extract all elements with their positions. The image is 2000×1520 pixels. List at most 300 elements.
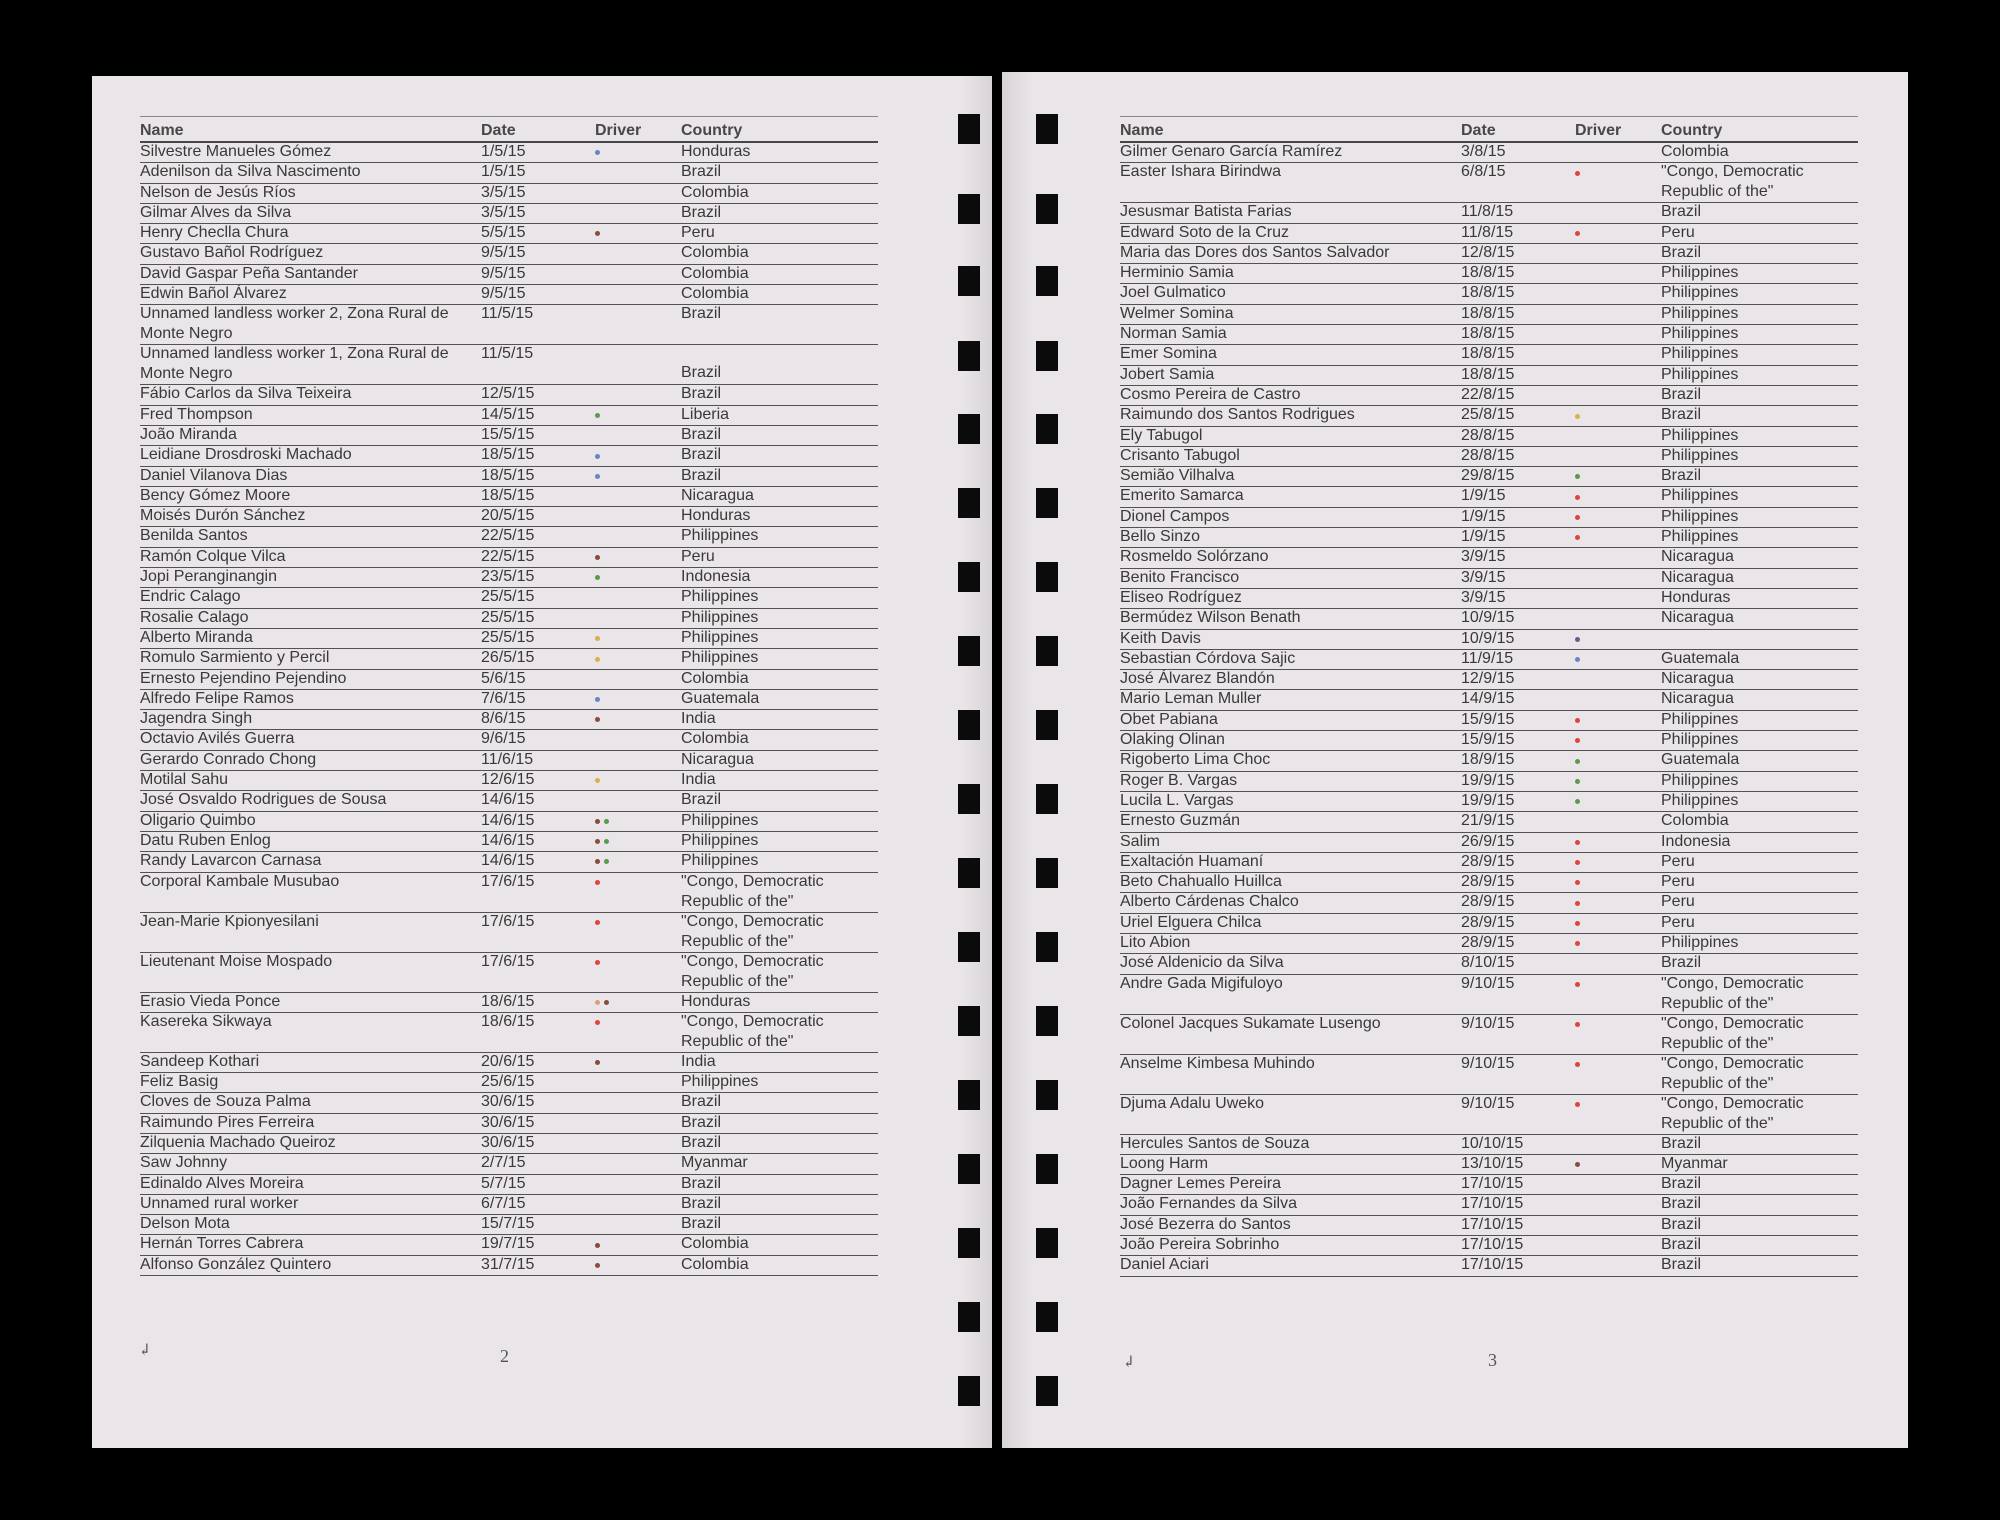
left-page <box>92 76 992 1448</box>
name-cell: João Pereira Sobrinho <box>1120 1236 1280 1254</box>
red-driver-dot-icon <box>1575 1022 1580 1027</box>
name-cell: Silvestre Manueles Gómez <box>140 143 332 160</box>
name-cell: Welmer Somina <box>1120 304 1234 322</box>
date-cell: 11/6/15 <box>481 750 534 768</box>
name-cell: Colonel Jacques Sukamate Lusengo <box>1120 1014 1381 1032</box>
country-cell: Nicaragua <box>1661 690 1734 708</box>
name-cell: José Osvaldo Rodrigues de Sousa <box>140 791 387 809</box>
table-row <box>140 1073 878 1093</box>
name-cell: Endric Calago <box>140 588 241 606</box>
name-cell: Oligario Quimbo <box>140 811 256 829</box>
table-row <box>140 913 878 953</box>
country-cell: Brazil <box>1661 1215 1702 1233</box>
table-row <box>140 446 878 466</box>
country-cell: Colombia <box>681 183 749 201</box>
country-cell: Honduras <box>1661 588 1731 606</box>
page-corner-mark: ↲ <box>1122 1352 1136 1371</box>
table-row <box>140 487 878 507</box>
date-cell: 8/10/15 <box>1461 954 1515 972</box>
red-driver-dot-icon <box>1575 718 1580 723</box>
date-cell: 9/6/15 <box>481 730 526 748</box>
table-row <box>140 184 878 204</box>
driver-cell <box>595 406 604 426</box>
date-cell: 17/6/15 <box>481 952 535 970</box>
date-cell: 11/5/15 <box>481 305 534 323</box>
header-date: Date <box>481 122 516 139</box>
table-row <box>1120 873 1858 893</box>
date-cell: 12/8/15 <box>1461 243 1515 261</box>
table-row <box>1120 893 1858 913</box>
table-row <box>1120 630 1858 650</box>
table-row <box>1120 975 1858 1015</box>
country-cell: Philippines <box>681 628 759 646</box>
driver-cell <box>595 1235 604 1255</box>
red-driver-dot-icon <box>1575 901 1580 906</box>
driver-cell <box>1575 1095 1584 1115</box>
country-cell: Myanmar <box>1661 1154 1728 1172</box>
driver-cell <box>595 224 604 244</box>
date-cell: 26/9/15 <box>1461 832 1515 850</box>
country-cell: Guatemala <box>681 689 760 707</box>
date-cell: 13/10/15 <box>1461 1154 1524 1172</box>
table-row <box>140 993 878 1013</box>
date-cell: 14/9/15 <box>1461 690 1515 708</box>
date-cell: 1/9/15 <box>1461 528 1506 546</box>
blue-driver-dot-icon <box>595 454 600 459</box>
table-row <box>140 1053 878 1073</box>
name-cell: Jopi Peranginangin <box>140 568 277 586</box>
table-row <box>140 751 878 771</box>
country-cell: Brazil <box>681 1194 722 1212</box>
country-cell: Philippines <box>1661 304 1739 322</box>
green-driver-dot-icon <box>1575 474 1580 479</box>
date-cell: 11/8/15 <box>1461 223 1514 241</box>
country-cell: Philippines <box>1661 487 1739 505</box>
header-name: Name <box>1120 122 1164 139</box>
country-cell: Brazil <box>681 305 722 323</box>
table-row <box>1120 792 1858 812</box>
red-driver-dot-icon <box>1575 231 1580 236</box>
date-cell: 18/8/15 <box>1461 365 1515 383</box>
date-cell: 3/5/15 <box>481 183 526 201</box>
red-driver-dot-icon <box>595 920 600 925</box>
country-cell: Philippines <box>1661 365 1739 383</box>
red-driver-dot-icon <box>1575 1062 1580 1067</box>
driver-cell <box>1575 630 1584 650</box>
date-cell: 15/9/15 <box>1461 710 1515 728</box>
country-cell: Philippines <box>681 831 759 849</box>
country-cell: Brazil <box>681 1215 722 1233</box>
country-cell: India <box>681 1052 716 1070</box>
country-cell: Philippines <box>1661 710 1739 728</box>
table-row <box>1120 366 1858 386</box>
table-row <box>1120 1175 1858 1195</box>
name-cell: Ernesto Guzmán <box>1120 812 1241 830</box>
date-cell: 22/5/15 <box>481 547 535 565</box>
table-row <box>140 710 878 730</box>
country-cell: "Congo, Democratic Republic of the" <box>1661 1054 1804 1092</box>
driver-cell <box>1575 792 1584 812</box>
date-cell: 25/8/15 <box>1461 406 1515 424</box>
name-cell: Sandeep Kothari <box>140 1052 260 1070</box>
country-cell: Brazil <box>1661 1175 1702 1193</box>
country-cell: Nicaragua <box>681 750 754 768</box>
country-cell: Brazil <box>1661 1195 1702 1213</box>
orange-driver-dot-icon <box>595 1000 600 1005</box>
yellow-driver-dot-icon <box>595 778 600 783</box>
table-row <box>140 548 878 568</box>
driver-cell <box>1575 487 1584 507</box>
date-cell: 22/5/15 <box>481 527 535 545</box>
name-cell: Raimundo dos Santos Rodrigues <box>1120 406 1355 424</box>
country-cell: Brazil <box>1661 954 1702 972</box>
date-cell: 14/6/15 <box>481 831 535 849</box>
driver-cell <box>1575 163 1584 183</box>
red-driver-dot-icon <box>1575 738 1580 743</box>
table-row <box>1120 690 1858 710</box>
country-cell: Philippines <box>1661 325 1739 343</box>
date-cell: 18/9/15 <box>1461 751 1515 769</box>
country-cell: Philippines <box>681 649 759 667</box>
name-cell: Gilmar Alves da Silva <box>140 203 292 221</box>
country-cell: Brazil <box>1661 1236 1702 1254</box>
name-cell: Rigoberto Lima Choc <box>1120 751 1271 769</box>
date-cell: 20/6/15 <box>481 1052 535 1070</box>
name-cell: Zilquenia Machado Queiroz <box>140 1133 336 1151</box>
country-cell: Brazil <box>1661 467 1702 485</box>
date-cell: 22/8/15 <box>1461 385 1515 403</box>
driver-cell <box>1575 914 1584 934</box>
name-cell: Gerardo Conrado Chong <box>140 750 317 768</box>
table-row <box>140 507 878 527</box>
table-row <box>1120 163 1858 203</box>
driver-cell <box>1575 893 1584 913</box>
header-name: Name <box>140 122 184 139</box>
country-cell: Philippines <box>681 1073 759 1091</box>
table-row <box>1120 1015 1858 1055</box>
brown-driver-dot-icon <box>595 1243 600 1248</box>
date-cell: 30/6/15 <box>481 1133 535 1151</box>
date-cell: 15/9/15 <box>1461 731 1515 749</box>
driver-cell <box>1575 1155 1584 1175</box>
table-row <box>140 649 878 669</box>
country-cell: Colombia <box>1661 812 1729 830</box>
table-row <box>140 163 878 183</box>
country-cell: Brazil <box>681 446 722 464</box>
date-cell: 10/9/15 <box>1461 609 1515 627</box>
country-cell: Colombia <box>681 669 749 687</box>
table-row <box>1120 711 1858 731</box>
name-cell: Dionel Campos <box>1120 507 1230 525</box>
name-cell: Olaking Olinan <box>1120 731 1225 749</box>
green-driver-dot-icon <box>1575 779 1580 784</box>
name-cell: Octavio Avilés Guerra <box>140 730 295 748</box>
driver-cell <box>595 649 604 669</box>
name-cell: Herminio Samia <box>1120 264 1234 282</box>
date-cell: 28/8/15 <box>1461 446 1515 464</box>
table-row <box>1120 914 1858 934</box>
name-cell: Bency Gómez Moore <box>140 486 291 504</box>
date-cell: 14/6/15 <box>481 852 535 870</box>
driver-cell <box>595 953 604 973</box>
table-row <box>140 265 878 285</box>
country-cell: Guatemala <box>1661 751 1740 769</box>
table-row <box>1120 833 1858 853</box>
gutter-shadow <box>962 76 992 1448</box>
table-row <box>140 1235 878 1255</box>
green-driver-dot-icon <box>595 413 600 418</box>
country-cell: Brazil <box>681 1113 722 1131</box>
date-cell: 25/5/15 <box>481 628 535 646</box>
blue-driver-dot-icon <box>595 474 600 479</box>
table-row <box>1120 1095 1858 1135</box>
name-cell: Eliseo Rodríguez <box>1120 588 1242 606</box>
country-cell: Philippines <box>681 527 759 545</box>
country-cell: Peru <box>1661 852 1695 870</box>
date-cell: 28/9/15 <box>1461 873 1515 891</box>
date-cell: 28/9/15 <box>1461 933 1515 951</box>
name-cell: Fred Thompson <box>140 405 253 423</box>
date-cell: 9/5/15 <box>481 244 526 262</box>
country-cell: Philippines <box>681 588 759 606</box>
name-cell: Edinaldo Alves Moreira <box>140 1174 304 1192</box>
name-cell: Hercules Santos de Souza <box>1120 1134 1310 1152</box>
name-cell: Rosmeldo Solórzano <box>1120 548 1269 566</box>
date-cell: 6/8/15 <box>1461 163 1506 181</box>
date-cell: 5/6/15 <box>481 669 526 687</box>
driver-cell <box>1575 833 1584 853</box>
country-cell: Honduras <box>681 507 751 525</box>
name-cell: Jean-Marie Kpionyesilani <box>140 912 319 930</box>
name-cell: Feliz Basig <box>140 1073 219 1091</box>
name-cell: José Bezerra do Santos <box>1120 1215 1291 1233</box>
brown-driver-dot-icon <box>1575 1162 1580 1167</box>
country-cell: Brazil <box>681 466 722 484</box>
brown-driver-dot-icon <box>595 231 600 236</box>
country-cell: India <box>681 771 716 789</box>
table-row <box>1120 386 1858 406</box>
country-cell: Nicaragua <box>1661 670 1734 688</box>
country-cell: Peru <box>1661 893 1695 911</box>
date-cell: 17/10/15 <box>1461 1236 1524 1254</box>
table-row <box>140 224 878 244</box>
header-date: Date <box>1461 122 1496 139</box>
date-cell: 17/10/15 <box>1461 1256 1524 1274</box>
name-cell: Lucila L. Vargas <box>1120 791 1234 809</box>
table-row <box>140 204 878 224</box>
driver-cell <box>595 1013 604 1033</box>
red-driver-dot-icon <box>1575 941 1580 946</box>
table-header <box>140 116 878 143</box>
date-cell: 11/5/15 <box>481 345 534 363</box>
table-row <box>1120 1236 1858 1256</box>
date-cell: 12/9/15 <box>1461 670 1515 688</box>
red-driver-dot-icon <box>1575 921 1580 926</box>
table-row <box>140 568 878 588</box>
name-cell: Benito Francisco <box>1120 568 1240 586</box>
country-cell: "Congo, Democratic Republic of the" <box>681 1012 824 1050</box>
name-cell: Randy Lavarcon Carnasa <box>140 852 322 870</box>
page-number: 2 <box>500 1346 509 1366</box>
table-row <box>1120 345 1858 365</box>
name-cell: João Fernandes da Silva <box>1120 1195 1297 1213</box>
name-cell: Beto Chahuallo Huillca <box>1120 873 1282 891</box>
name-cell: Adenilson da Silva Nascimento <box>140 163 361 181</box>
name-cell: Unnamed rural worker <box>140 1194 299 1212</box>
country-cell: Peru <box>681 224 715 242</box>
country-cell: Brazil <box>1661 385 1702 403</box>
name-cell: Henry Checlla Chura <box>140 224 289 242</box>
date-cell: 18/8/15 <box>1461 284 1515 302</box>
date-cell: 9/10/15 <box>1461 1054 1515 1072</box>
table-row <box>140 730 878 750</box>
table-row <box>1120 731 1858 751</box>
name-cell: Cloves de Souza Palma <box>140 1093 311 1111</box>
driver-cell <box>595 710 604 730</box>
driver-cell <box>1575 406 1584 426</box>
date-cell: 20/5/15 <box>481 507 535 525</box>
country-cell: "Congo, Democratic Republic of the" <box>1661 974 1804 1012</box>
yellow-driver-dot-icon <box>595 636 600 641</box>
name-cell: Alberto Miranda <box>140 628 253 646</box>
date-cell: 11/8/15 <box>1461 203 1514 221</box>
name-cell: David Gaspar Peña Santander <box>140 264 358 282</box>
driver-cell <box>1575 650 1584 670</box>
name-cell: Fábio Carlos da Silva Teixeira <box>140 385 352 403</box>
name-cell: Maria das Dores dos Santos Salvador <box>1120 243 1390 261</box>
table-row <box>1120 427 1858 447</box>
date-cell: 1/9/15 <box>1461 507 1506 525</box>
country-cell: India <box>681 710 716 728</box>
red-driver-dot-icon <box>595 1020 600 1025</box>
date-cell: 17/6/15 <box>481 912 535 930</box>
header-driver: Driver <box>1575 122 1622 139</box>
name-cell: Hernán Torres Cabrera <box>140 1235 304 1253</box>
country-cell: Guatemala <box>1661 649 1740 667</box>
table-row <box>140 406 878 426</box>
green-driver-dot-icon <box>1575 799 1580 804</box>
driver-cell <box>595 1256 604 1276</box>
table-row <box>1120 224 1858 244</box>
date-cell: 31/7/15 <box>481 1255 535 1273</box>
country-cell: Honduras <box>681 143 751 160</box>
driver-cell <box>1575 975 1584 995</box>
table-row <box>140 143 878 163</box>
driver-cell <box>595 629 604 649</box>
date-cell: 5/5/15 <box>481 224 526 242</box>
name-cell: Alberto Cárdenas Chalco <box>1120 893 1299 911</box>
country-cell: "Congo, Democratic Republic of the" <box>681 912 824 950</box>
red-driver-dot-icon <box>1575 840 1580 845</box>
name-cell: José Álvarez Blandón <box>1120 670 1275 688</box>
name-cell: Lieutenant Moise Mospado <box>140 952 333 970</box>
name-cell: Motilal Sahu <box>140 771 229 789</box>
country-cell: Philippines <box>1661 507 1739 525</box>
table-row <box>1120 650 1858 670</box>
driver-cell <box>595 143 604 163</box>
driver-cell <box>1575 853 1584 873</box>
country-cell: Brazil <box>681 203 722 221</box>
name-cell: Jobert Samia <box>1120 365 1215 383</box>
country-cell: "Congo, Democratic Republic of the" <box>681 952 824 990</box>
date-cell: 3/9/15 <box>1461 588 1506 606</box>
table-row <box>1120 528 1858 548</box>
blue-driver-dot-icon <box>595 697 600 702</box>
table-row <box>1120 305 1858 325</box>
name-cell: Romulo Sarmiento y Percil <box>140 649 330 667</box>
table-row <box>1120 751 1858 771</box>
date-cell: 11/9/15 <box>1461 649 1514 667</box>
table-row <box>140 1013 878 1053</box>
date-cell: 9/10/15 <box>1461 1014 1515 1032</box>
name-cell: Unnamed landless worker 1, Zona Rural de Monte Negro <box>140 345 449 383</box>
name-cell: Uriel Elguera Chilca <box>1120 913 1262 931</box>
country-cell: Colombia <box>681 285 749 303</box>
country-cell: Honduras <box>681 992 751 1010</box>
table-row <box>1120 325 1858 345</box>
date-cell: 25/5/15 <box>481 608 535 626</box>
driver-cell <box>1575 934 1584 954</box>
date-cell: 18/6/15 <box>481 992 535 1010</box>
table-row <box>1120 284 1858 304</box>
name-cell: Edward Soto de la Cruz <box>1120 223 1289 241</box>
date-cell: 9/10/15 <box>1461 974 1515 992</box>
brown-driver-dot-icon <box>595 555 600 560</box>
records-table <box>1120 116 1858 1277</box>
name-cell: Nelson de Jesús Ríos <box>140 183 296 201</box>
date-cell: 28/9/15 <box>1461 913 1515 931</box>
brown-driver-dot-icon <box>595 839 600 844</box>
date-cell: 18/8/15 <box>1461 345 1515 363</box>
table-row <box>1120 569 1858 589</box>
name-cell: Cosmo Pereira de Castro <box>1120 385 1301 403</box>
brown-driver-dot-icon <box>595 717 600 722</box>
table-row <box>140 285 878 305</box>
date-cell: 1/5/15 <box>481 163 526 181</box>
driver-cell <box>595 873 604 893</box>
country-cell: Indonesia <box>681 568 751 586</box>
country-cell: Brazil <box>681 425 722 443</box>
country-cell: Philippines <box>1661 731 1739 749</box>
name-cell: Bermúdez Wilson Benath <box>1120 609 1301 627</box>
name-cell: Daniel Vilanova Dias <box>140 466 288 484</box>
date-cell: 14/6/15 <box>481 811 535 829</box>
driver-cell <box>1575 224 1584 244</box>
table-row <box>1120 609 1858 629</box>
yellow-driver-dot-icon <box>1575 414 1580 419</box>
country-cell: "Congo, Democratic Republic of the" <box>681 872 824 910</box>
table-row <box>140 305 878 345</box>
driver-cell <box>595 832 613 852</box>
country-cell: Philippines <box>1661 426 1739 444</box>
date-cell: 17/10/15 <box>1461 1215 1524 1233</box>
date-cell: 7/6/15 <box>481 689 526 707</box>
table-row <box>140 1154 878 1174</box>
date-cell: 28/8/15 <box>1461 426 1515 444</box>
name-cell: Salim <box>1120 832 1161 850</box>
table-row <box>140 670 878 690</box>
table-body <box>1120 143 1858 1277</box>
red-driver-dot-icon <box>1575 171 1580 176</box>
brown-driver-dot-icon <box>595 819 600 824</box>
brown-driver-dot-icon <box>595 859 600 864</box>
green-driver-dot-icon <box>1575 759 1580 764</box>
table-row <box>140 426 878 446</box>
table-row <box>1120 589 1858 609</box>
name-cell: Raimundo Pires Ferreira <box>140 1113 315 1131</box>
driver-cell <box>595 467 604 487</box>
driver-cell <box>595 568 604 588</box>
